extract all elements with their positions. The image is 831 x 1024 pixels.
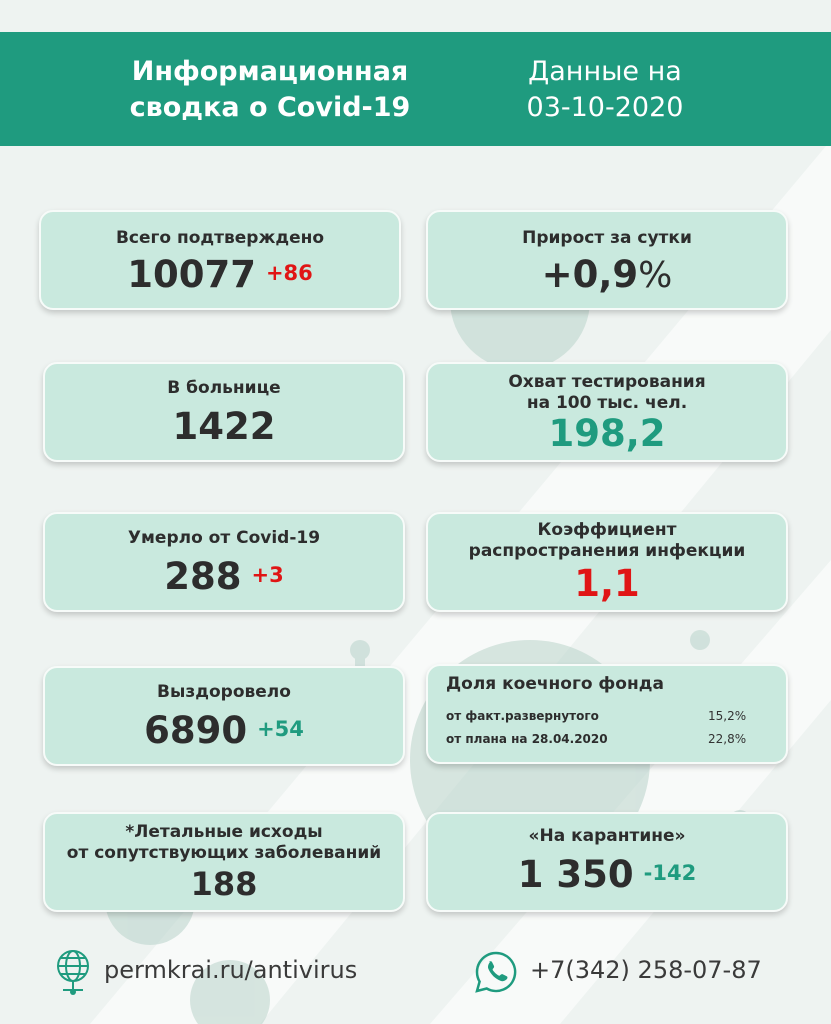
card-label: «На карантине» bbox=[528, 826, 686, 846]
card-label: Прирост за сутки bbox=[522, 228, 692, 248]
card-daily-growth bbox=[426, 210, 788, 310]
card-coefficient bbox=[426, 512, 788, 612]
card-bed-capacity bbox=[426, 664, 788, 764]
phone-number[interactable]: +7(342) 258-07-87 bbox=[530, 956, 762, 984]
card-deaths bbox=[43, 512, 405, 612]
card-label: Коэффициент bbox=[537, 520, 677, 540]
row-name: от плана на 28.04.2020 bbox=[446, 732, 608, 746]
bed-capacity-table bbox=[428, 705, 786, 751]
data-date: Данные на 03-10-2020 bbox=[526, 56, 684, 123]
card-sublabel: на 100 тыс. чел. bbox=[526, 393, 688, 413]
card-sublabel: распространения инфекции bbox=[468, 541, 746, 561]
card-label: Доля коечного фонда bbox=[446, 674, 664, 694]
recovered-delta: +54 bbox=[257, 717, 304, 741]
card-hospital bbox=[43, 362, 405, 462]
row-value: 15,2% bbox=[708, 709, 747, 723]
recovered-value: 6890 bbox=[144, 709, 248, 752]
card-label: Охват тестирования bbox=[508, 372, 706, 392]
deaths-delta: +3 bbox=[251, 563, 284, 587]
page-title: Информационная сводка о Covid-19 bbox=[129, 56, 411, 123]
growth-value: +0,9 bbox=[541, 253, 639, 296]
card-comorbid-deaths bbox=[43, 812, 405, 912]
card-testing bbox=[426, 362, 788, 462]
card-label: *Летальные исходы bbox=[125, 822, 323, 842]
comorbid-value: 188 bbox=[190, 865, 258, 903]
whatsapp-phone-icon bbox=[474, 950, 518, 994]
globe-icon bbox=[55, 948, 91, 998]
card-label: Всего подтверждено bbox=[115, 228, 325, 248]
coefficient-value: 1,1 bbox=[574, 562, 640, 605]
card-recovered bbox=[43, 666, 405, 766]
card-label: В больнице bbox=[167, 378, 281, 398]
table-row bbox=[428, 705, 786, 728]
confirmed-delta: +86 bbox=[265, 261, 313, 285]
confirmed-value: 10077 bbox=[127, 253, 256, 296]
hospital-value: 1422 bbox=[172, 405, 276, 448]
card-label: Выздоровело bbox=[157, 682, 291, 702]
card-sublabel: от сопутствующих заболеваний bbox=[66, 843, 382, 863]
row-value: 22,8% bbox=[708, 732, 747, 746]
website-link[interactable]: permkrai.ru/antivirus bbox=[104, 956, 358, 984]
deaths-value: 288 bbox=[164, 555, 242, 598]
header-banner bbox=[0, 32, 831, 146]
testing-value: 198,2 bbox=[548, 412, 666, 455]
growth-unit: % bbox=[638, 255, 673, 296]
card-confirmed bbox=[39, 210, 401, 310]
card-quarantine bbox=[426, 812, 788, 912]
quarantine-value: 1 350 bbox=[517, 853, 634, 896]
table-row bbox=[428, 728, 786, 751]
row-name: от факт.развернутого bbox=[446, 709, 599, 723]
quarantine-delta: -142 bbox=[643, 861, 697, 885]
card-label: Умерло от Covid-19 bbox=[127, 528, 321, 548]
